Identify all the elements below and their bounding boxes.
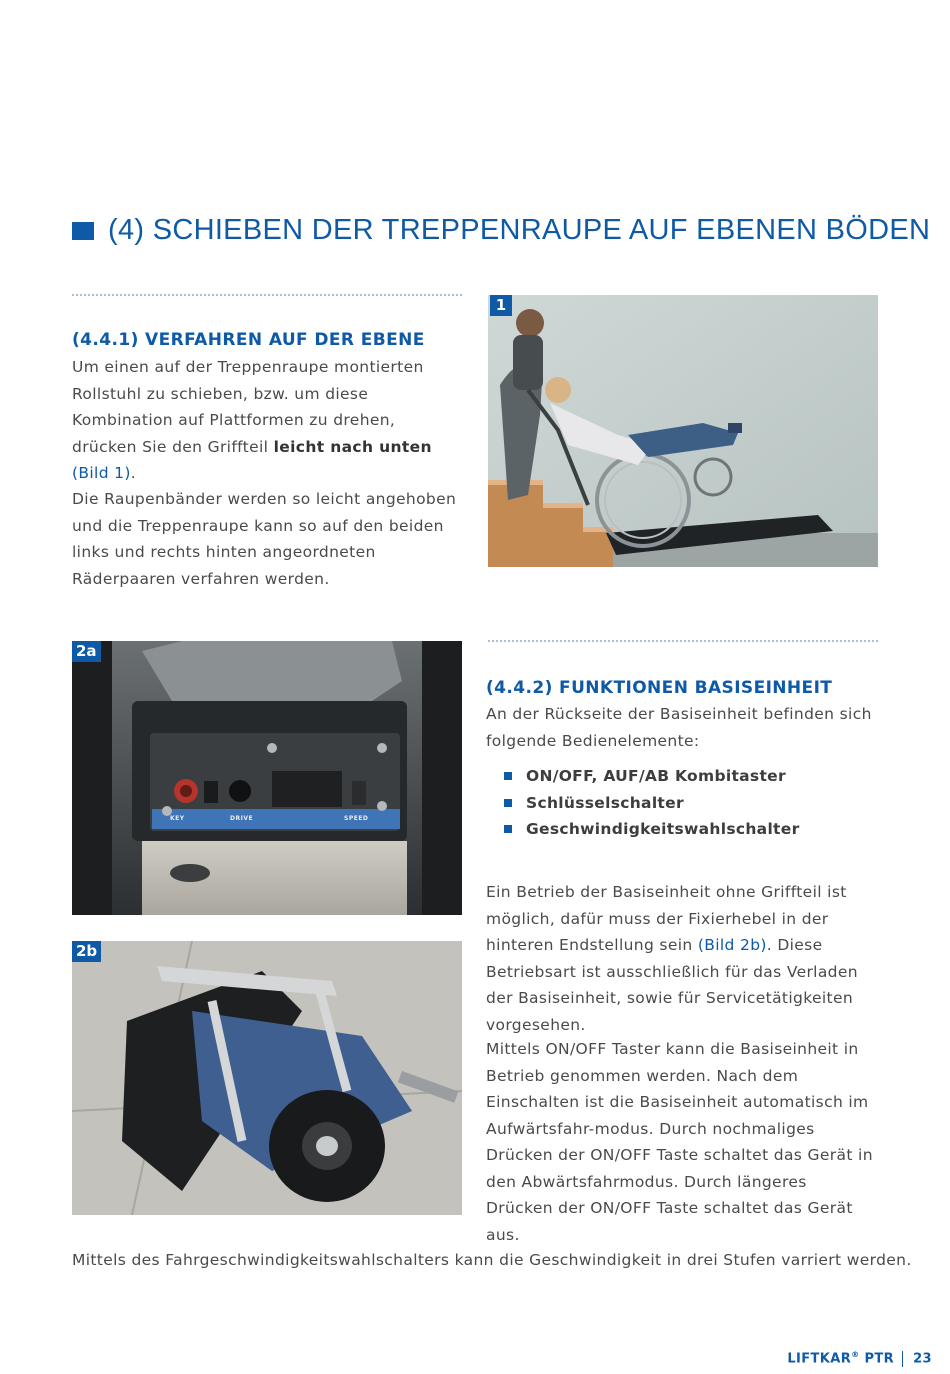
text-run: Ein Betrieb der Basiseinheit ohne Griffteil ist möglich, dafür muss der Fixierhebel in der hinteren Endstellung sein: [486, 883, 847, 954]
figure-reference-1[interactable]: (Bild 1): [72, 464, 131, 482]
panel-label-drive: DRIVE: [230, 815, 254, 822]
figure-badge-2a: 2a: [72, 641, 101, 662]
bullet-square-icon: [504, 825, 512, 833]
list-item: [486, 816, 878, 843]
bold-text: leicht nach unten: [273, 437, 432, 456]
bullet-square-icon: [504, 772, 512, 780]
section-marker: [72, 222, 94, 240]
bullet-square-icon: [504, 799, 512, 807]
divider: [488, 640, 878, 642]
text-run: Um einen auf der Treppenraupe montierten Rollstuhl zu schieben, bzw. um diese Kombination auf Plattformen zu drehen, drücken Sie den Griffteil: [72, 358, 424, 456]
paragraph-442-3: Mittels ON/OFF Taster kann die Basiseinheit in Betrieb genommen werden. Nach dem Einschalten ist die Basiseinheit automatisch im Aufwärtsfahr-modus. Durch nochmaliges Drücken der ON/OFF Taste schaltet das Gerät in den Abwärtsfahrmodus. Durch längeres Drücken der ON/OFF Taste schaltet das Gerät aus.: [486, 1040, 873, 1244]
section-title: (4) SCHIEBEN DER TREPPENRAUPE AUF EBENEN BÖDEN: [108, 214, 931, 246]
subsection-title-442: (4.4.2) FUNKTIONEN BASISEINHEIT: [486, 678, 833, 698]
text-run: .: [130, 464, 137, 482]
paragraph-442-2: [486, 879, 878, 1038]
list-item-label: Schlüsselschalter: [526, 793, 684, 812]
list-item: [486, 763, 878, 790]
divider: [72, 294, 462, 296]
paragraph-441-2: Die Raupenbänder werden so leicht angehoben und die Treppenraupe kann so auf den beiden links und rechts hinten angeordneten Räderpaaren verfahren werden.: [72, 490, 457, 588]
footer-registered-mark: ®: [851, 1350, 860, 1359]
photo-control-panel: [72, 641, 462, 915]
figure-badge-2b: 2b: [72, 941, 101, 962]
list-item-label: ON/OFF, AUF/AB Kombitaster: [526, 767, 786, 785]
figure-reference-2b[interactable]: (Bild 2b): [697, 936, 767, 954]
list-item-label: Geschwindigkeitswahlschalter: [526, 820, 800, 838]
paragraph-441-1: [72, 354, 464, 487]
photo-base-unit: [72, 941, 462, 1215]
list-item: [486, 790, 878, 817]
figure-badge-1: 1: [490, 295, 512, 316]
paragraph-closing: Mittels des Fahrgeschwindigkeitswahlschalters kann die Geschwindigkeit in drei Stufen varriert werden.: [72, 1251, 912, 1269]
subsection-title-441: (4.4.1) VERFAHREN AUF DER EBENE: [72, 330, 425, 350]
page-footer: [787, 1350, 932, 1367]
footer-divider: [902, 1351, 903, 1367]
paragraph-442-intro: An der Rückseite der Basiseinheit befinden sich folgende Bedienelemente:: [486, 705, 872, 750]
footer-model: PTR: [859, 1351, 895, 1367]
panel-label-speed: SPEED: [344, 815, 369, 822]
footer-brand: LIFTKAR: [787, 1351, 852, 1367]
text-run: . Diese Betriebsart ist ausschließlich für das Verladen der Basiseinheit, sowie für Servicetätigkeiten vorgesehen.: [486, 936, 858, 1034]
page-number: 23: [913, 1351, 932, 1367]
photo-wheelchair-on-stairs: [488, 295, 878, 567]
panel-label-key: KEY: [170, 815, 185, 822]
controls-list: [486, 763, 878, 843]
